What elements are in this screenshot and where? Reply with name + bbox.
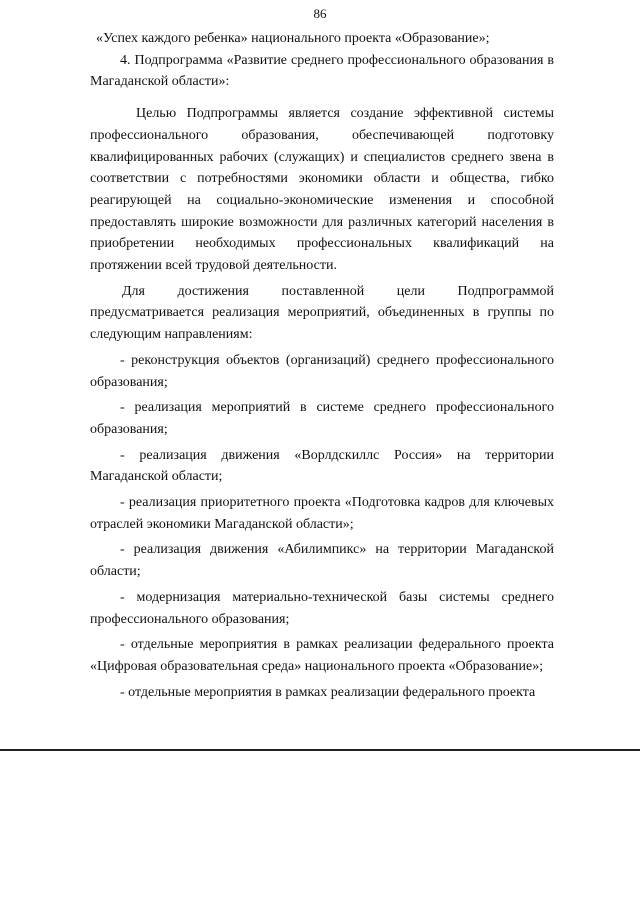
lead-line: «Успех каждого ребенка» национального проекта «Образование»; [96, 31, 490, 46]
document-body [90, 28, 554, 707]
page-number: 86 [313, 6, 327, 21]
list-item: - модернизация материально-технической базы системы среднего профессионального образования; [90, 589, 554, 627]
list-item: - отдельные мероприятия в рамках реализации федерального проекта [120, 684, 536, 700]
footer-divider [0, 749, 640, 751]
list-item: - отдельные мероприятия в рамках реализации федерального проекта «Цифровая образовательная среда» национального проекта «Образование»; [90, 637, 554, 674]
list-item: - реконструкция объектов (организаций) среднего профессионального образования; [90, 352, 554, 390]
list-item: - реализация приоритетного проекта «Подготовка кадров для ключевых отраслей экономики Магаданской области»; [90, 495, 554, 532]
list-item: - реализация мероприятий в системе среднего профессионального образования; [90, 400, 554, 437]
intro-paragraph: Для достижения поставленной цели Подпрограммой предусматривается реализация мероприятий, объединенных в группы по следующим направлениям: [90, 283, 554, 343]
goal-paragraph: Целью Подпрограммы является создание эффективной системы профессионального образования, обеспечивающей подготовку квалифицированных рабочих (служащих) и специалистов среднего звена в соответствии с потребностями экономики области и общества, гибко реагирующей на социально-экономические изменения и способной предоставлять широкие возможности для различных категорий населения в приобретении необходимых профессиональных квалификаций на протяжении всей трудовой деятельности. [90, 106, 554, 274]
list-item: - реализация движения «Ворлдскиллс Россия» на территории Магаданской области; [90, 447, 554, 485]
list-item: - реализация движения «Абилимпикс» на территории Магаданской области; [90, 542, 554, 580]
section-heading: 4. Подпрограмма «Развитие среднего профессионального образования в Магаданской области»: [90, 52, 554, 90]
